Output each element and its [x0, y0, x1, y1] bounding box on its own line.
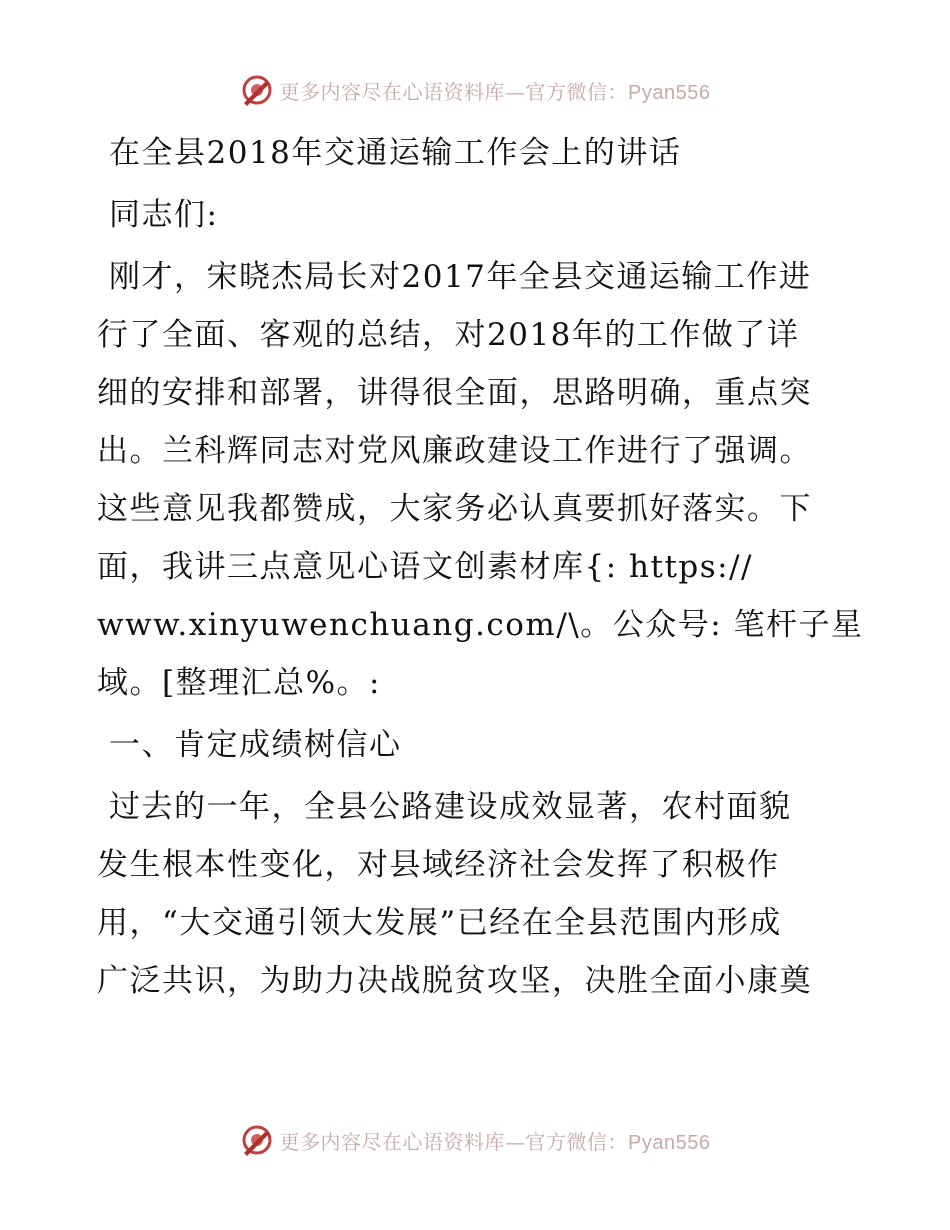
paragraph-line: 广泛共识，为助力决战脱贫攻坚，决胜全面小康奠 [97, 963, 812, 999]
paragraph-line: 面，我讲三点意见心语文创素材库{: https:// [97, 549, 753, 585]
paragraph-2 [97, 778, 857, 1010]
paragraph-line: www.xinyuwenchuang.com/\。公众号: 笔杆子星 [97, 607, 864, 643]
paragraph-line: 用，“大交通引领大发展”已经在全县范围内形成 [97, 905, 782, 941]
watermark-text: 更多内容尽在心语资料库—官方微信：Pyan556 [279, 79, 711, 104]
document-title: 在全县2018年交通运输工作会上的讲话 [109, 135, 682, 171]
document-body [97, 124, 864, 1010]
pen-logo-icon [240, 1123, 274, 1157]
paragraph-line: 过去的一年，全县公路建设成效显著，农村面貌 [109, 789, 792, 825]
pen-logo-icon [240, 73, 274, 107]
paragraph-line: 域。[整理汇总%。: [97, 665, 381, 701]
watermark-handle: Pyan556 [628, 1131, 711, 1154]
paragraph-line: 行了全面、客观的总结，对2018年的工作做了详 [97, 317, 800, 353]
footer-watermark [0, 1120, 950, 1160]
paragraph-line: 细的安排和部署，讲得很全面，思路明确，重点突 [97, 375, 812, 411]
salutation: 同志们: [109, 197, 219, 233]
paragraph-1 [97, 248, 864, 712]
watermark-text: 更多内容尽在心语资料库—官方微信：Pyan556 [279, 1129, 711, 1154]
header-watermark [0, 70, 950, 110]
paragraph-line: 出。兰科辉同志对党风廉政建设工作进行了强调。 [97, 433, 812, 469]
section-heading-1: 一、肯定成绩树信心 [109, 727, 402, 763]
watermark-handle: Pyan556 [628, 81, 711, 104]
paragraph-line: 刚才，宋晓杰局长对2017年全县交通运输工作进 [109, 259, 812, 295]
paragraph-line: 这些意见我都赞成，大家务必认真要抓好落实。下 [97, 491, 812, 527]
paragraph-line: 发生根本性变化，对县域经济社会发挥了积极作 [97, 847, 780, 883]
